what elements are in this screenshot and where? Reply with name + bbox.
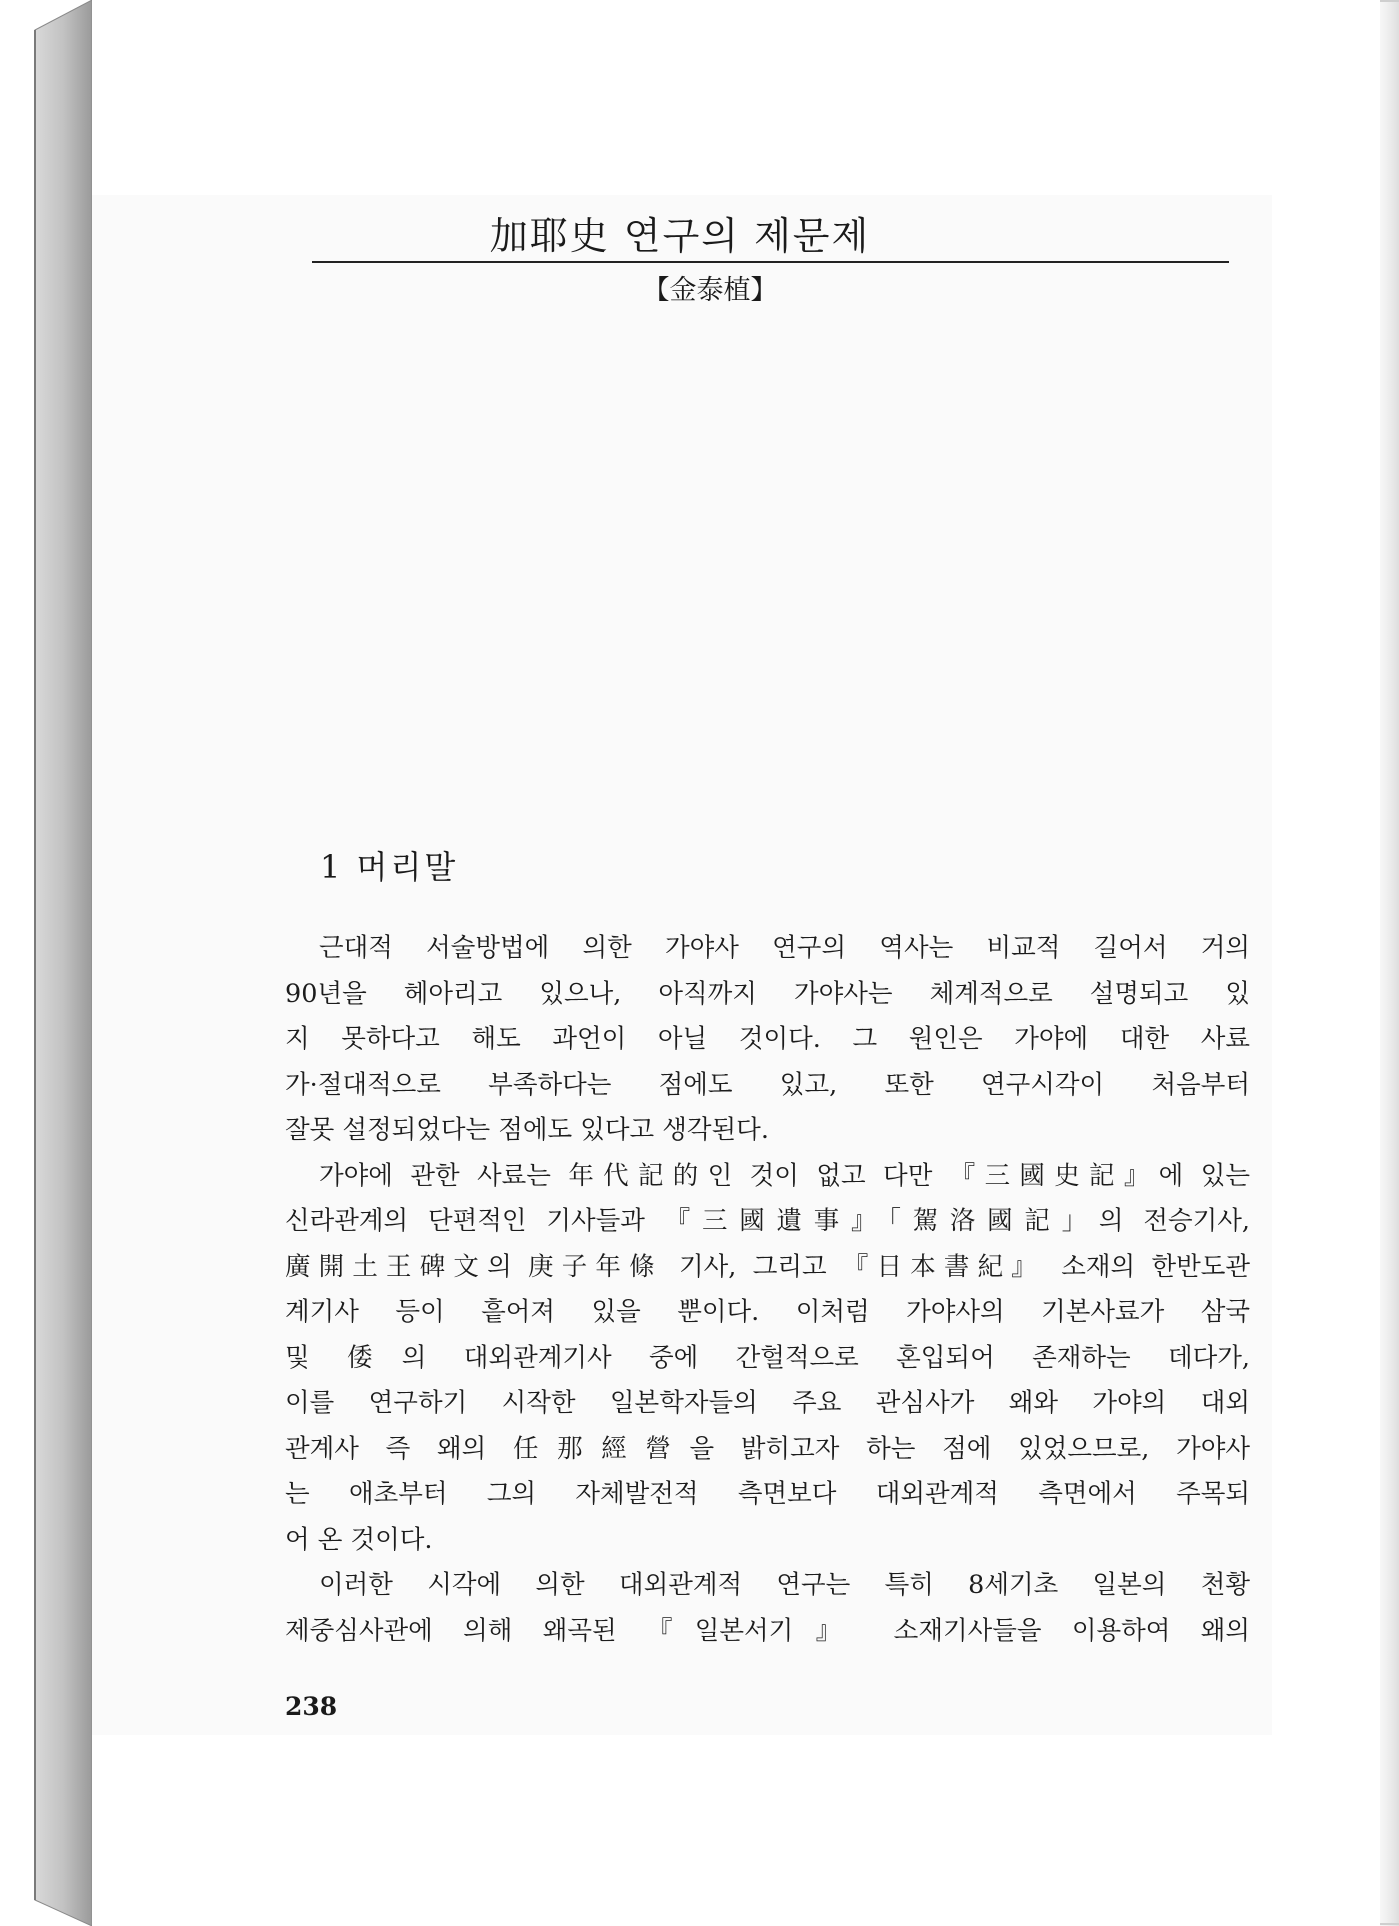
text-line: 신라관계의 단편적인 기사들과 『三國遺事』「駕洛國記」의 전승기사, xyxy=(285,1206,1250,1236)
text-line: 는 애초부터 그의 자체발전적 측면보다 대외관계적 측면에서 주목되 xyxy=(285,1479,1250,1509)
text-line: 제중심사관에 의해 왜곡된 『일본서기』 소재기사들을 이용하여 왜의 xyxy=(285,1615,1250,1646)
text-line: 이러한 시각에 의한 대외관계적 연구는 특히 8세기초 일본의 천황 xyxy=(319,1570,1250,1600)
text-line: 지 못하다고 해도 과언이 아닐 것이다. 그 원인은 가야에 대한 사료 xyxy=(285,1024,1250,1054)
author-name: 【金泰植】 xyxy=(642,275,778,306)
article-title: 加耶史 연구의 제문제 xyxy=(489,214,871,258)
text-line: 계기사 등이 흩어져 있을 뿐이다. 이처럼 가야사의 기본사료가 삼국 xyxy=(285,1297,1250,1327)
page-number: 238 xyxy=(285,1692,338,1721)
text-line: 90년을 헤아리고 있으나, 아직까지 가야사는 체계적으로 설명되고 있 xyxy=(285,978,1250,1009)
body-paragraphs xyxy=(285,926,1250,1654)
text-line: 잘못 설정되었다는 점에도 있다고 생각된다. xyxy=(285,1115,769,1145)
text-line: 및 倭의 대외관계기사 중에 간헐적으로 혼입되어 존재하는 데다가, xyxy=(285,1342,1250,1373)
title-underline xyxy=(312,261,1229,263)
text-line: 가야에 관한 사료는 年代記的인 것이 없고 다만 『三國史記』에 있는 xyxy=(319,1160,1250,1191)
section-heading: 1 머리말 xyxy=(320,848,459,886)
text-line: 관계사 즉 왜의 任那經營을 밝히고자 하는 점에 있었으므로, 가야사 xyxy=(285,1433,1250,1464)
text-line: 가·절대적으로 부족하다는 점에도 있고, 또한 연구시각이 처음부터 xyxy=(285,1069,1250,1100)
text-line: 근대적 서술방법에 의한 가야사 연구의 역사는 비교적 길어서 거의 xyxy=(319,933,1250,963)
text-line: 어 온 것이다. xyxy=(285,1524,433,1555)
text-line: 廣開土王碑文의 庚子年條 기사, 그리고 『日本書紀』 소재의 한반도관 xyxy=(285,1251,1250,1282)
text-line: 이를 연구하기 시작한 일본학자들의 주요 관심사가 왜와 가야의 대외 xyxy=(285,1388,1250,1418)
